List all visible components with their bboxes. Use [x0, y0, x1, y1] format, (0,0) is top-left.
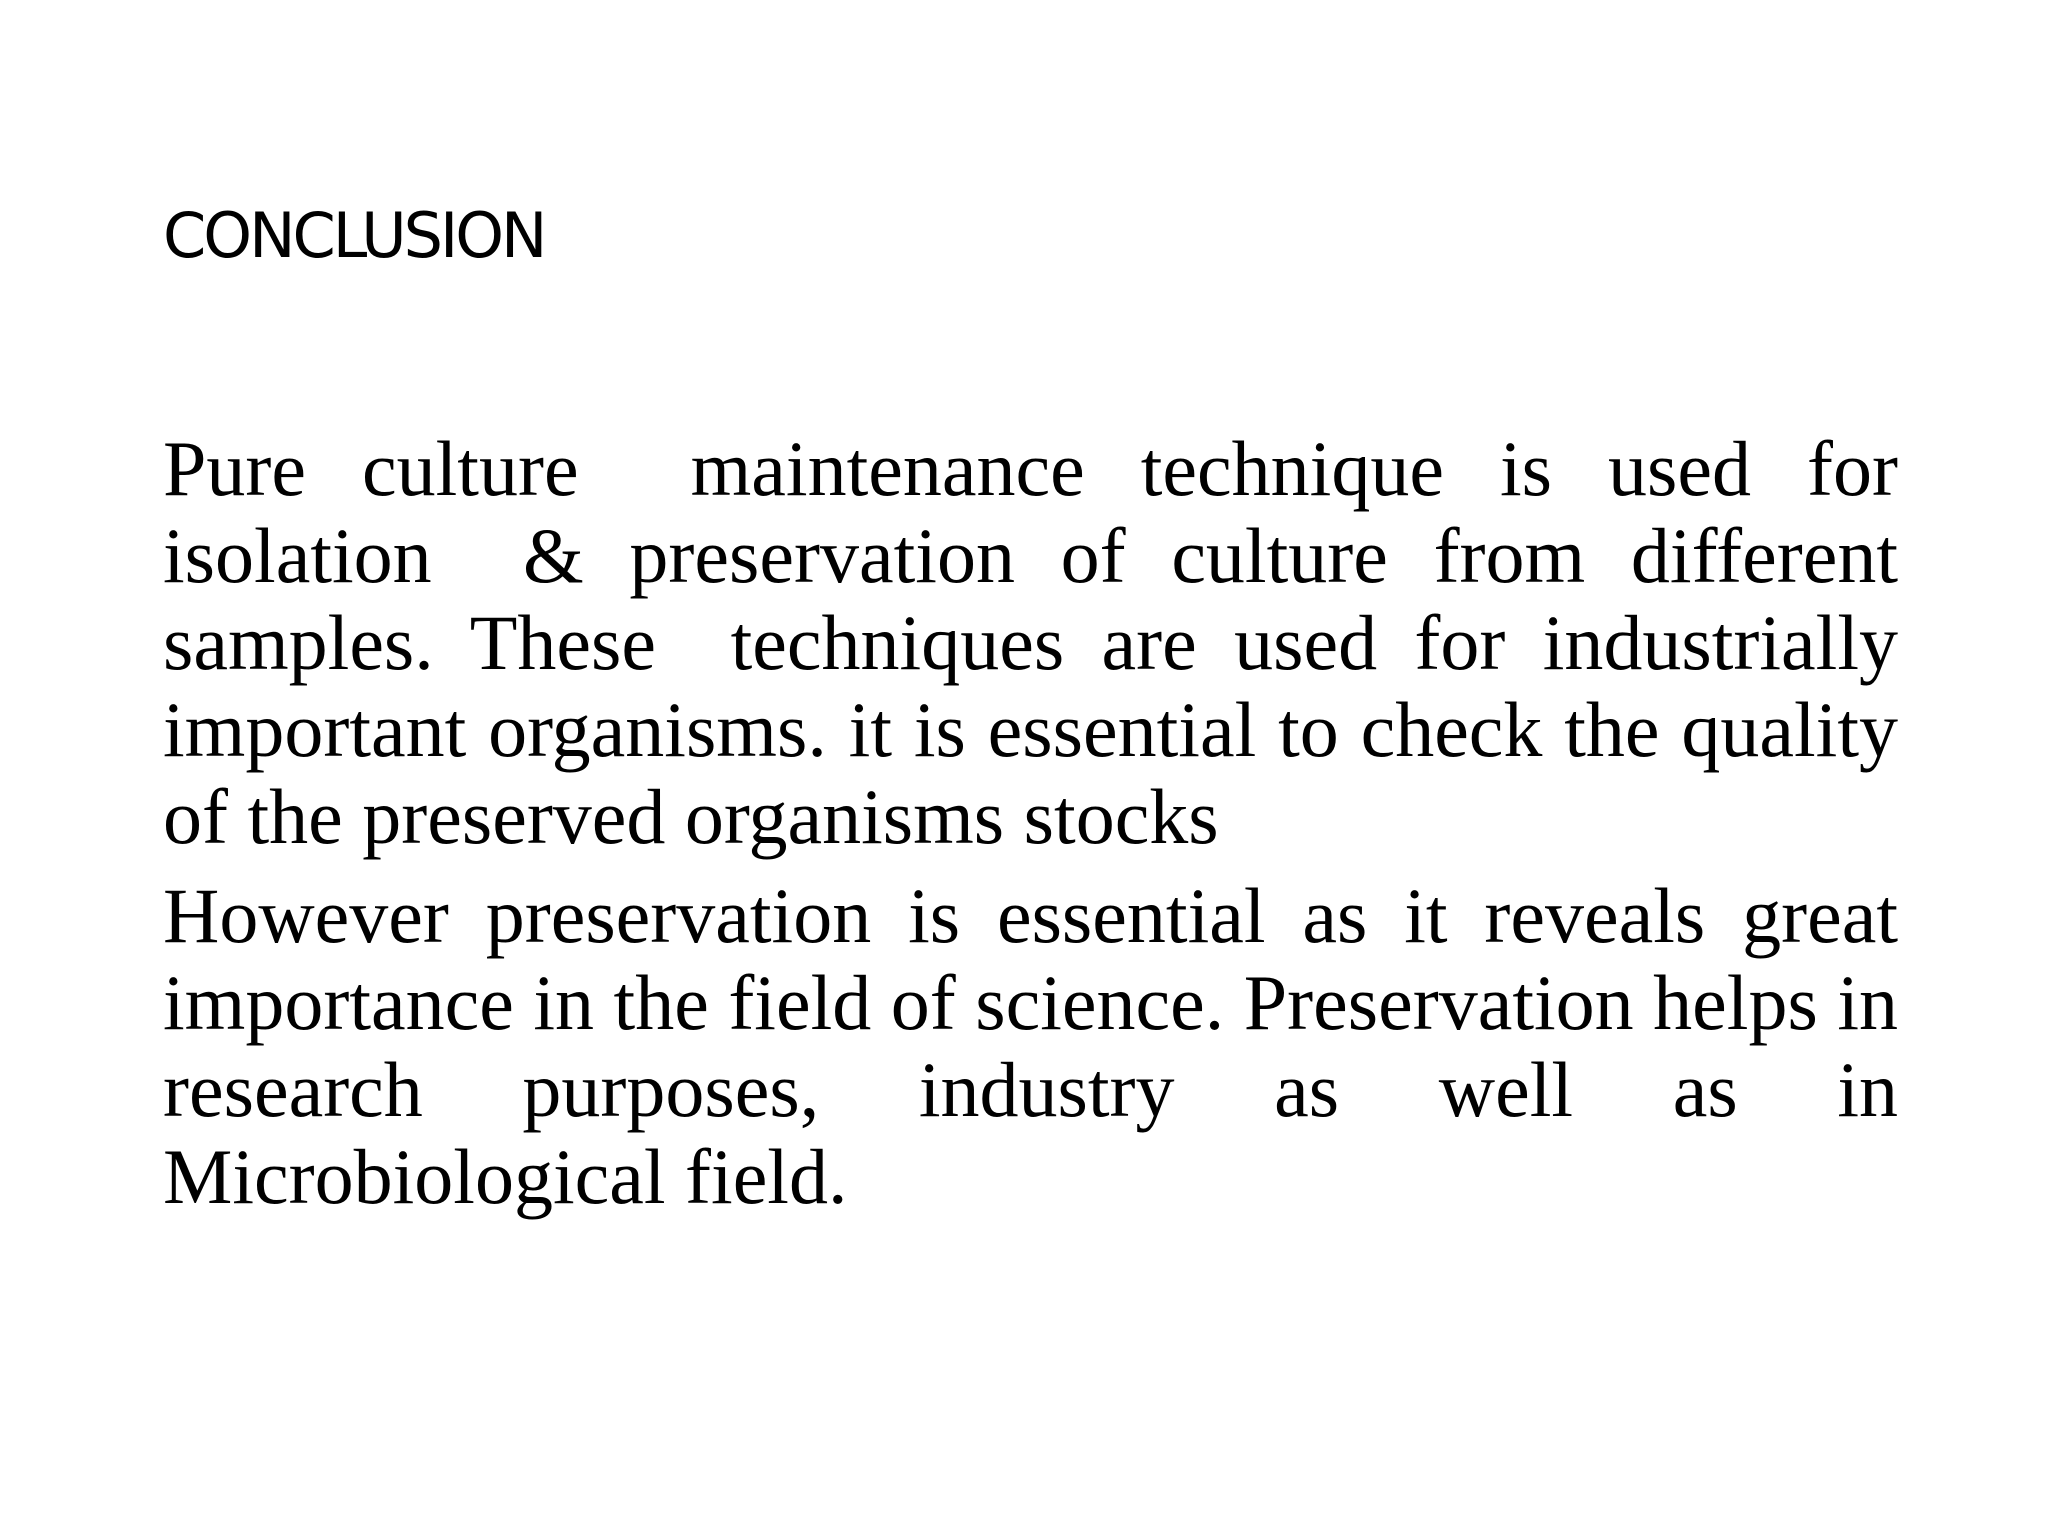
body-paragraph-1: Pure culture maintenance technique is used for isolation & preservation of culture from different samples. These techniques are used for industrially important organisms. it is essential to check the quality of the preserved organisms stocks [163, 425, 1918, 860]
body-paragraph-2: However preservation is essential as it reveals great importance in the field of science. Preservation helps in research purposes, industry as well as in Microbiological field. [163, 872, 1918, 1220]
slide-body [163, 425, 1918, 1232]
slide-title: CONCLUSION [163, 199, 545, 272]
